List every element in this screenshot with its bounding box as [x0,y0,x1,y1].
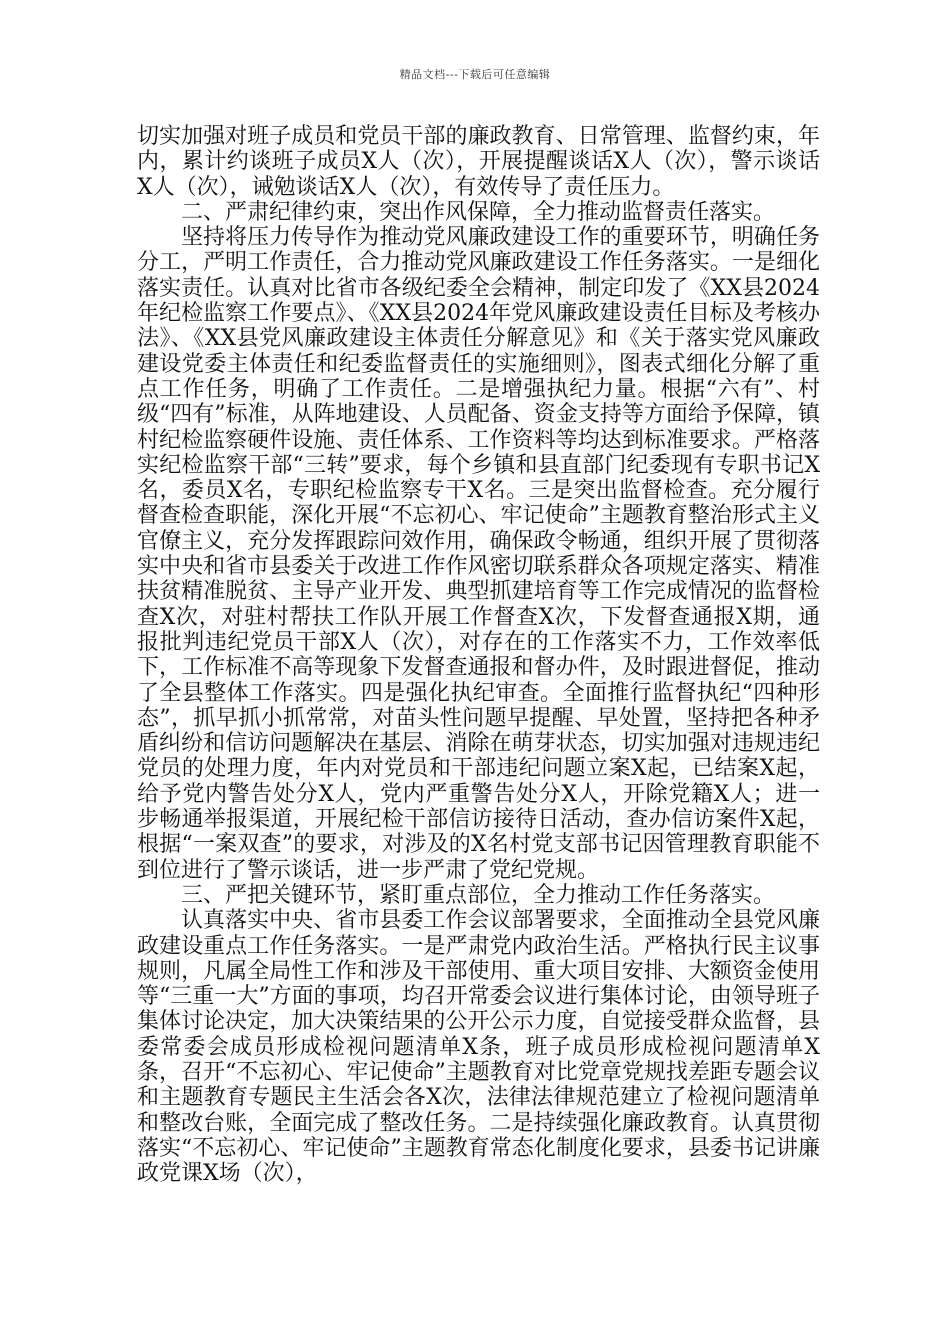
section-heading-2: 二、严肃纪律约束，突出作风保障，全力推动监督责任落实。 [181,199,776,225]
section-heading-3: 三、严把关键环节，紧盯重点部位，全力推动工作任务落实。 [181,882,776,908]
body-paragraph: 坚持将压力传导作为推动党风廉政建设工作的重要环节，明确任务分工，严明工作责任，合力推动党风廉政建设工作任务落实。一是细化落实责任。认真对比省市各级纪委全会精神，制定印发了《XX县2024年纪检监察工作要点》、《XX县2024年党风廉政建设责任目标及考核办法》、《XX县党风廉政建设主体责任分解意见》和《关于落实党风廉政建设党委主体责任和纪委监督责任的实施细则》，图表式细化分解了重点工作任务，明确了工作责任。二是增强执纪力量。根据“六有”、村级“四有”标准，从阵地建设、人员配备、资金支持等方面给予保障，镇村纪检监察硬件设施、责任体系、工作资料等均达到标准要求。严格落实纪检监察干部“三转”要求，每个乡镇和县直部门纪委现有专职书记X名，委员X名，专职纪检监察专干X名。三是突出监督检查。充分履行督查检查职能，深化开展“不忘初心、牢记使命”主题教育整治形式主义官僚主义，充分发挥跟踪问效作用，确保政令畅通，组织开展了贯彻落实中央和省市县委关于改进工作作风密切联系群众各项规定落实、精准扶贫精准脱贫、主导产业开发、典型抓建培育等工作完成情况的监督检查X次，对驻村帮扶工作队开展工作督查X次，下发督查通报X期，通报批判违纪党员干部X人（次），对存在的工作落实不力，工作效率低下，工作标准不高等现象下发督查通报和督办件，及时跟进督促，推动了全县整体工作落实。四是强化执纪审查。全面推行监督执纪“四种形态”，抓早抓小抓常常，对苗头性问题早提醒、早处置，坚持把各种矛盾纠纷和信访问题解决在基层、消除在萌芽状态，切实加强对违规违纪党员的处理力度，年内对党员和干部违纪问题立案X起，已结案X起，给予党内警告处分X人，党内严重警告处分X人，开除党籍X人；进一步畅通举报渠道，开展纪检干部信访接待日活动，查办信访案件X起，根据“一案双查”的要求，对涉及的X名村党支部书记因管理教育职能不到位进行了警示谈话，进一步严肃了党纪党规。 [137,225,820,883]
page-header: 精品文档---下载后可任意编辑 [399,68,551,81]
body-paragraph-continuation: 切实加强对班子成员和党员干部的廉政教育、日常管理、监督约束，年内，累计约谈班子成员X人（次），开展提醒谈话X人（次），警示谈话X人（次），诫勉谈话X人（次），有效传导了责任压力。 [137,124,820,200]
body-paragraph: 认真落实中央、省市县委工作会议部署要求，全面推动全县党风廉政建设重点工作任务落实。一是严肃党内政治生活。严格执行民主议事规则，凡属全局性工作和涉及干部使用、重大项目安排、大额资金使用等“三重一大”方面的事项，均召开常委会议进行集体讨论，由领导班子集体讨论决定，加大决策结果的公开公示力度，自觉接受群众监督，县委常委会成员形成检视问题清单X条，班子成员形成检视问题清单X条，召开“不忘初心、牢记使命”主题教育对比党章党规找差距专题会议和主题教育专题民主生活会各X次，法律法律规范建立了检视问题清单和整改台账，全面完成了整改任务。二是持续强化廉政教育。认真贯彻落实“不忘初心、牢记使命”主题教育常态化制度化要求，县委书记讲廉政党课X场（次）， [137,908,820,1187]
document-body [137,124,820,1186]
